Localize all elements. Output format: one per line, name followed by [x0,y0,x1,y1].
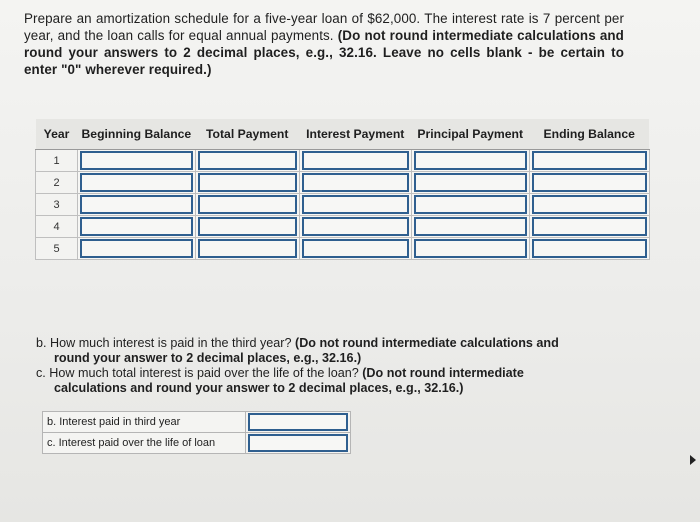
amortization-table [35,119,650,260]
problem-line-1: Prepare an amortization schedule for a five-year loan of $62,000. The interest rate is 7 [24,11,551,26]
total-payment-input[interactable] [195,150,299,172]
year-cell: 3 [36,194,78,216]
interest-third-year-input[interactable] [246,412,351,433]
table-row [36,172,650,194]
table-row [36,238,650,260]
ending-balance-input[interactable] [529,216,649,238]
answer-label-c: c. Interest paid over the life of loan [43,433,246,454]
principal-payment-input[interactable] [411,238,529,260]
ending-balance-input[interactable] [529,172,649,194]
header-total-payment: Total Payment [195,119,299,150]
interest-payment-input[interactable] [299,172,411,194]
interest-payment-input[interactable] [299,216,411,238]
header-beginning-balance: Beginning Balance [78,119,196,150]
table-row [36,216,650,238]
beginning-balance-input[interactable] [78,150,196,172]
total-payment-input[interactable] [195,172,299,194]
interest-life-of-loan-input[interactable] [246,433,351,454]
table-row [36,150,650,172]
beginning-balance-input[interactable] [78,238,196,260]
answer-row-c [43,433,351,454]
total-payment-input[interactable] [195,238,299,260]
header-year: Year [36,119,78,150]
principal-payment-input[interactable] [411,194,529,216]
principal-payment-input[interactable] [411,172,529,194]
problem-rounding-note: (Do not round intermediate calculations and round your answers to 2 decimal places, e.g., 32.16. Leave no cells blank - be certain to enter "0" wherever required.) [24,28,624,77]
year-cell: 5 [36,238,78,260]
year-cell: 1 [36,150,78,172]
interest-payment-input[interactable] [299,150,411,172]
problem-instructions [24,10,624,78]
ending-balance-input[interactable] [529,150,649,172]
beginning-balance-input[interactable] [78,172,196,194]
interest-payment-input[interactable] [299,194,411,216]
header-principal-payment: Principal Payment [411,119,529,150]
next-arrow-icon[interactable] [690,455,696,465]
principal-payment-input[interactable] [411,150,529,172]
beginning-balance-input[interactable] [78,194,196,216]
table-row [36,194,650,216]
question-b: b. How much interest is paid in the third year? (Do not round intermediate calculations and round your answer to 2 decimal places, e.g., 32.16.) [36,336,559,365]
answer-label-b: b. Interest paid in third year [43,412,246,433]
problem-line-2: percent per year, and the loan calls for equal annual payments. [24,11,625,43]
header-interest-payment: Interest Payment [299,119,411,150]
ending-balance-input[interactable] [529,238,649,260]
answer-row-b [43,412,351,433]
question-c: c. How much total interest is paid over the life of the loan? (Do not round intermediate calculations and round your answer to 2 decimal places, e.g., 32.16.) [36,366,524,395]
beginning-balance-input[interactable] [78,216,196,238]
total-payment-input[interactable] [195,216,299,238]
header-ending-balance: Ending Balance [529,119,649,150]
table-header-row [36,119,650,150]
principal-payment-input[interactable] [411,216,529,238]
year-cell: 4 [36,216,78,238]
answer-table [42,411,351,454]
total-payment-input[interactable] [195,194,299,216]
interest-payment-input[interactable] [299,238,411,260]
year-cell: 2 [36,172,78,194]
follow-up-questions [36,336,596,396]
ending-balance-input[interactable] [529,194,649,216]
